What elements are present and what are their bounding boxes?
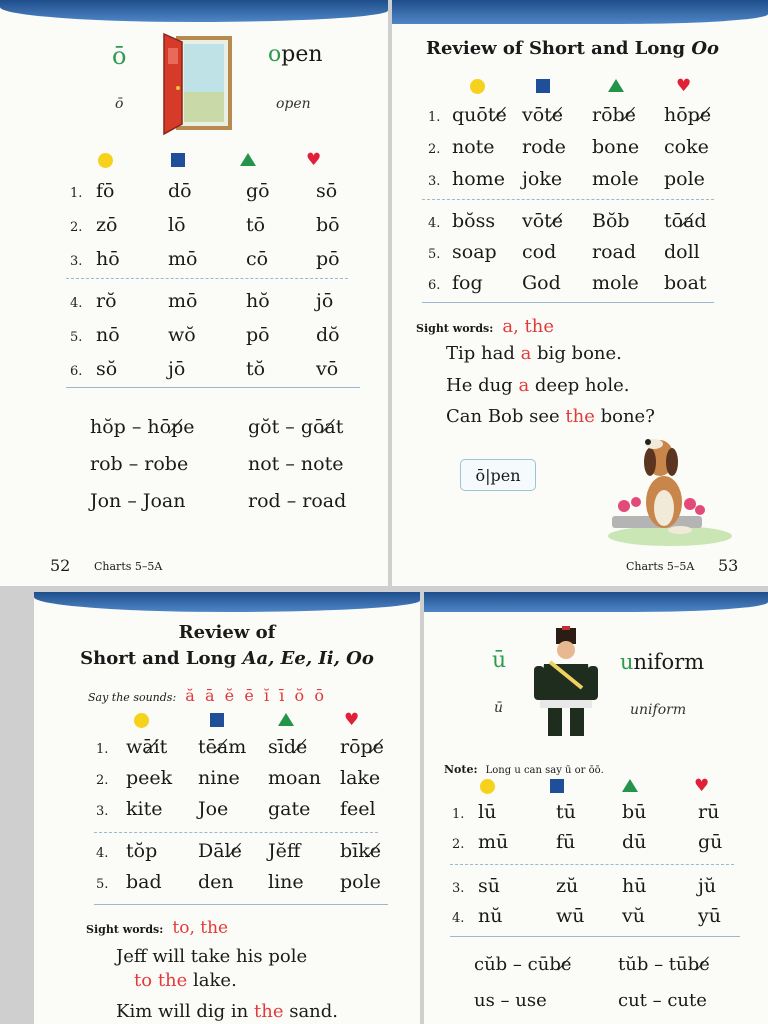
drill-word: coke bbox=[664, 136, 709, 158]
drill-word: mole bbox=[592, 168, 639, 190]
row-number: 3. bbox=[96, 804, 109, 819]
yellow-circle-icon bbox=[134, 713, 149, 728]
drill-word: mō bbox=[168, 248, 198, 270]
drill-word: lō bbox=[168, 214, 186, 236]
drill-word: boat bbox=[664, 272, 707, 294]
row-number: 5. bbox=[96, 877, 109, 892]
row-number: 2. bbox=[428, 142, 441, 157]
drill-word: bīke̸ bbox=[340, 840, 381, 862]
drill-word: zŭ bbox=[556, 875, 579, 897]
drill-word: wŏ bbox=[168, 324, 196, 346]
drill-word: tū bbox=[556, 801, 576, 823]
row-number: 3. bbox=[452, 881, 465, 896]
drill-word: feel bbox=[340, 798, 376, 820]
vowel-letter: ū bbox=[492, 648, 507, 673]
word-pair: gŏt – gōa̸t bbox=[248, 416, 344, 438]
drill-row bbox=[452, 801, 758, 823]
word-pair: hŏp – hōp̸e bbox=[90, 416, 195, 438]
sentence-1a: Jeff will take his pole bbox=[116, 946, 308, 967]
drill-word: rōpe̸ bbox=[340, 736, 384, 758]
footer-text: Charts 5–5A bbox=[94, 560, 163, 573]
drill-row bbox=[96, 798, 400, 820]
drill-word: moan bbox=[268, 767, 322, 789]
red-heart-icon: ♥ bbox=[694, 776, 710, 796]
yellow-circle-icon bbox=[480, 779, 495, 794]
divider bbox=[94, 904, 388, 905]
drill-word: mū bbox=[478, 831, 509, 853]
drill-word: hŏ bbox=[246, 290, 270, 312]
drill-row bbox=[452, 831, 758, 853]
drill-word: lū bbox=[478, 801, 497, 823]
blue-square-icon bbox=[550, 779, 564, 793]
divider bbox=[422, 302, 714, 303]
word-pair: rob – robe bbox=[90, 453, 189, 475]
drill-word: zō bbox=[96, 214, 118, 236]
drill-word: pō bbox=[316, 248, 340, 270]
page-long-u bbox=[424, 592, 768, 1024]
note-text: Long u can say ū or ōō. bbox=[485, 765, 604, 776]
drill-word: Joe bbox=[198, 798, 229, 820]
say-sounds-label: Say the sounds: bbox=[88, 691, 177, 704]
drill-row bbox=[428, 241, 724, 263]
drill-word: nō bbox=[96, 324, 120, 346]
page-number: 53 bbox=[718, 556, 739, 575]
drill-word: wū bbox=[556, 905, 585, 927]
drill-word: den bbox=[198, 871, 234, 893]
sight-words-list: to, the bbox=[172, 918, 229, 938]
drill-word: gū bbox=[698, 831, 723, 853]
divider bbox=[450, 936, 740, 937]
drill-word: bō bbox=[316, 214, 340, 236]
note bbox=[444, 758, 604, 777]
drill-row bbox=[96, 871, 400, 893]
word-pair: not – note bbox=[248, 453, 344, 475]
drill-word: bŏss bbox=[452, 210, 496, 232]
sight-words bbox=[416, 316, 554, 337]
top-band bbox=[424, 592, 768, 612]
key-card-text: ō|pen bbox=[475, 465, 521, 485]
page-title: Review of Short and Long Oo bbox=[426, 38, 719, 59]
drill-word: sō bbox=[316, 180, 338, 202]
drill-word: sŏ bbox=[96, 358, 118, 380]
row-number: 5. bbox=[70, 330, 83, 345]
drill-word: tēa̸m bbox=[198, 736, 247, 758]
door-icon bbox=[160, 32, 236, 136]
drill-word: vō bbox=[316, 358, 339, 380]
drill-word: hō bbox=[96, 248, 120, 270]
row-number: 1. bbox=[428, 110, 441, 125]
sentence-1b: to the lake. bbox=[134, 970, 237, 991]
page-title-line1: Review of bbox=[178, 622, 276, 643]
drill-word: wāi̸t bbox=[126, 736, 168, 758]
drill-word: rū bbox=[698, 801, 720, 823]
green-triangle-icon bbox=[608, 79, 624, 92]
drill-word: hū bbox=[622, 875, 647, 897]
word-pair: us – use bbox=[474, 990, 547, 1011]
drill-word: pole bbox=[340, 871, 381, 893]
drill-word: God bbox=[522, 272, 561, 294]
drill-word: doll bbox=[664, 241, 700, 263]
drill-word: rŏ bbox=[96, 290, 117, 312]
yellow-circle-icon bbox=[470, 79, 485, 94]
drill-word: cō bbox=[246, 248, 269, 270]
drill-row bbox=[96, 736, 400, 758]
dashed-divider bbox=[94, 832, 378, 833]
red-heart-icon: ♥ bbox=[344, 710, 360, 730]
row-number: 6. bbox=[428, 278, 441, 293]
row-number: 1. bbox=[96, 742, 109, 757]
top-band bbox=[392, 0, 768, 24]
drill-word: Jĕff bbox=[268, 840, 301, 862]
note-label: Note: bbox=[444, 763, 478, 776]
soldier-icon bbox=[528, 626, 604, 738]
sight-words-label: Sight words: bbox=[86, 923, 164, 936]
row-number: 1. bbox=[70, 186, 83, 201]
row-number: 2. bbox=[452, 837, 465, 852]
drill-word: home bbox=[452, 168, 505, 190]
keyword: open bbox=[268, 42, 323, 67]
drill-word: pole bbox=[664, 168, 705, 190]
drill-word: bone bbox=[592, 136, 640, 158]
page-review-vowels bbox=[34, 592, 420, 1024]
vowel-letter-cursive: ō bbox=[115, 96, 124, 112]
drill-word: note bbox=[452, 136, 495, 158]
drill-word: tō bbox=[246, 214, 266, 236]
sentence: Tip had a big bone. bbox=[446, 343, 622, 364]
drill-word: nine bbox=[198, 767, 240, 789]
page-title-line2: Short and Long Aa, Ee, Ii, Oo bbox=[80, 648, 374, 669]
row-number: 2. bbox=[96, 773, 109, 788]
drill-word: dō bbox=[168, 180, 192, 202]
row-number: 4. bbox=[452, 911, 465, 926]
page-53 bbox=[392, 0, 768, 586]
drill-row bbox=[70, 214, 376, 236]
drill-row bbox=[428, 136, 724, 158]
drill-word: vŭ bbox=[622, 905, 645, 927]
drill-row bbox=[70, 324, 376, 346]
dashed-divider bbox=[422, 199, 714, 200]
keyword-cursive: uniform bbox=[630, 702, 687, 718]
drill-word: mō bbox=[168, 290, 198, 312]
sentence-2: Kim will dig in the sand. bbox=[116, 1001, 339, 1022]
key-card bbox=[460, 459, 536, 491]
drill-row bbox=[452, 875, 758, 897]
drill-word: rode bbox=[522, 136, 566, 158]
page-number: 52 bbox=[50, 556, 71, 575]
sentence: He dug a deep hole. bbox=[446, 375, 630, 396]
sentence: Can Bob see the bone? bbox=[446, 406, 655, 427]
drill-row bbox=[428, 210, 724, 232]
keyword-cursive: open bbox=[276, 96, 311, 112]
green-triangle-icon bbox=[622, 779, 638, 792]
drill-row bbox=[96, 767, 400, 789]
drill-word: gō bbox=[246, 180, 270, 202]
row-number: 2. bbox=[70, 220, 83, 235]
keyword: uniform bbox=[620, 650, 705, 674]
drill-word: lake bbox=[340, 767, 381, 789]
sight-words-label: Sight words: bbox=[416, 322, 494, 335]
row-number: 3. bbox=[428, 174, 441, 189]
drill-row bbox=[70, 180, 376, 202]
drill-word: quōte̸ bbox=[452, 104, 507, 126]
row-number: 4. bbox=[70, 296, 83, 311]
sight-words-list: a, the bbox=[502, 316, 555, 337]
drill-word: fog bbox=[452, 272, 483, 294]
dashed-divider bbox=[66, 278, 348, 279]
word-pair: cut – cute bbox=[618, 990, 707, 1011]
drill-word: sū bbox=[478, 875, 500, 897]
drill-word: pō bbox=[246, 324, 270, 346]
drill-word: peek bbox=[126, 767, 173, 789]
row-number: 4. bbox=[96, 846, 109, 861]
drill-word: bad bbox=[126, 871, 162, 893]
drill-word: nŭ bbox=[478, 905, 503, 927]
drill-word: jō bbox=[316, 290, 334, 312]
drill-word: soap bbox=[452, 241, 497, 263]
word-pair: Jon – Joan bbox=[90, 490, 186, 512]
drill-word: fū bbox=[556, 831, 576, 853]
drill-word: bū bbox=[622, 801, 647, 823]
drill-row bbox=[70, 290, 376, 312]
drill-word: fō bbox=[96, 180, 115, 202]
page-52 bbox=[0, 0, 388, 586]
drill-row bbox=[70, 248, 376, 270]
drill-word: dū bbox=[622, 831, 647, 853]
row-number: 5. bbox=[428, 247, 441, 262]
yellow-circle-icon bbox=[98, 153, 113, 168]
word-pair: rod – road bbox=[248, 490, 347, 512]
drill-row bbox=[428, 168, 724, 190]
drill-row bbox=[428, 272, 724, 294]
row-number: 6. bbox=[70, 364, 83, 379]
sight-words bbox=[86, 918, 228, 938]
drill-word: Bŏb bbox=[592, 210, 630, 232]
drill-word: tŏ bbox=[246, 358, 266, 380]
drill-word: vōte̸ bbox=[522, 210, 564, 232]
drill-word: tŏp bbox=[126, 840, 158, 862]
drill-word: jō bbox=[168, 358, 186, 380]
top-band bbox=[34, 592, 420, 612]
footer-text: Charts 5–5A bbox=[626, 560, 695, 573]
green-triangle-icon bbox=[240, 153, 256, 166]
drill-word: line bbox=[268, 871, 304, 893]
divider bbox=[66, 387, 360, 388]
say-sounds-list: ă ā ĕ ē ĭ ī ŏ ō bbox=[185, 686, 324, 705]
drill-word: Dāle̸ bbox=[198, 840, 242, 862]
blue-square-icon bbox=[536, 79, 550, 93]
drill-word: gate bbox=[268, 798, 311, 820]
red-heart-icon: ♥ bbox=[306, 150, 322, 170]
top-band bbox=[0, 0, 388, 22]
drill-word: jŭ bbox=[698, 875, 717, 897]
drill-word: cod bbox=[522, 241, 557, 263]
vowel-letter-cursive: ū bbox=[494, 700, 504, 716]
drill-word: dŏ bbox=[316, 324, 340, 346]
drill-word: mole bbox=[592, 272, 639, 294]
row-number: 1. bbox=[452, 807, 465, 822]
drill-row bbox=[452, 905, 758, 927]
drill-word: yū bbox=[698, 905, 721, 927]
drill-row bbox=[96, 840, 400, 862]
blue-square-icon bbox=[171, 153, 185, 167]
blue-square-icon bbox=[210, 713, 224, 727]
drill-word: road bbox=[592, 241, 637, 263]
drill-row bbox=[428, 104, 724, 126]
drill-word: joke bbox=[522, 168, 563, 190]
drill-word: sīde̸ bbox=[268, 736, 308, 758]
row-number: 3. bbox=[70, 254, 83, 269]
drill-word: vōte̸ bbox=[522, 104, 564, 126]
drill-word: rōbe̸ bbox=[592, 104, 636, 126]
word-pair: tŭb – tūbe̸ bbox=[618, 954, 710, 975]
word-pair: cŭb – cūbe̸ bbox=[474, 954, 572, 975]
drill-word: kite bbox=[126, 798, 163, 820]
dog-icon bbox=[602, 432, 732, 548]
drill-word: hōpe̸ bbox=[664, 104, 712, 126]
dashed-divider bbox=[450, 864, 734, 865]
red-heart-icon: ♥ bbox=[676, 76, 692, 96]
row-number: 4. bbox=[428, 216, 441, 231]
drill-word: tōa̸d bbox=[664, 210, 707, 232]
green-triangle-icon bbox=[278, 713, 294, 726]
say-sounds bbox=[88, 686, 324, 705]
vowel-letter: ō bbox=[112, 42, 127, 70]
drill-row bbox=[70, 358, 376, 380]
